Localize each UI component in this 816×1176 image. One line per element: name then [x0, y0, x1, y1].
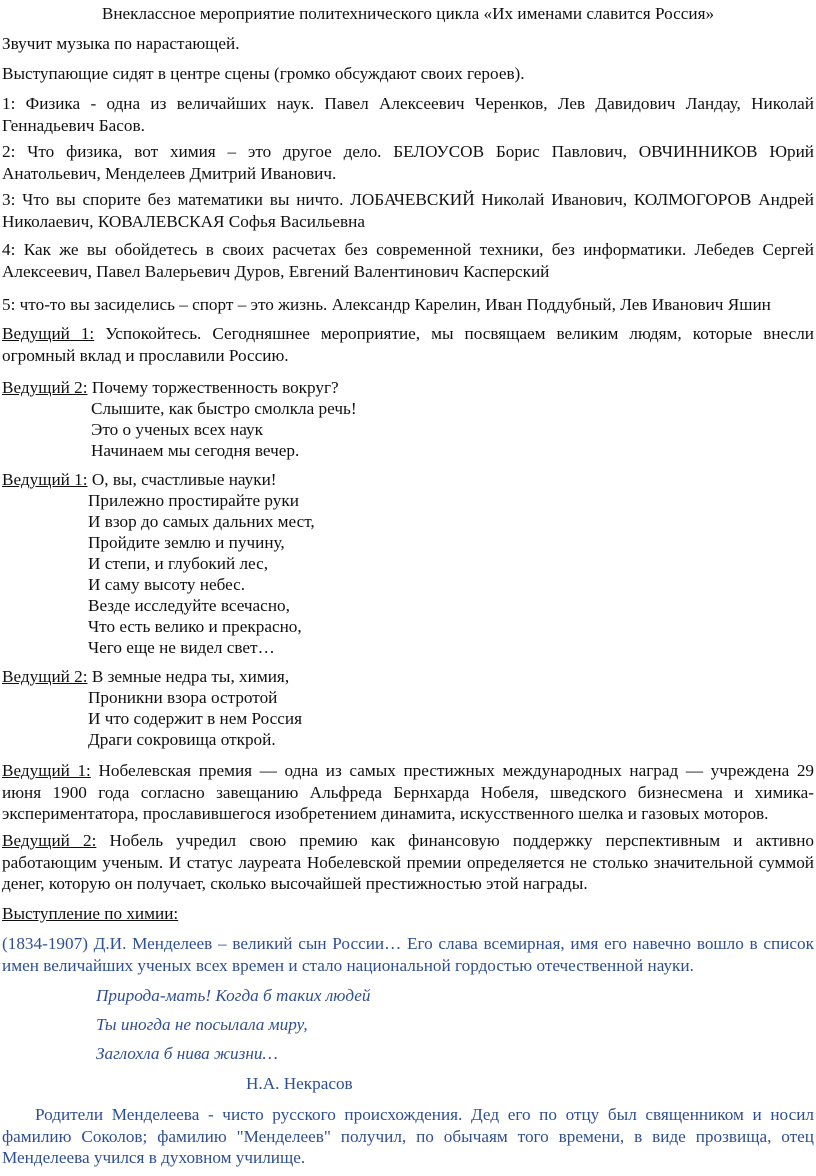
host2-label: Ведущий 2: [2, 378, 88, 397]
host1-label: Ведущий 1: [2, 761, 91, 780]
poem2-line: Чего еще не видел свет… [88, 638, 275, 657]
poem2-line: И степи, и глубокий лес, [88, 554, 269, 573]
quote-line: Заглохла б нива жизни… [96, 1044, 278, 1063]
nobel-text-1: Нобелевская премия — одна из самых престижных международных наград — учреждена 29 июня 1900 года согласно завещанию Альфреда Бернхарда Нобеля, шведского бизнесмена и химика-экспериментатора, прославившегося изобретением динамита, искусственного шелка и газовых моторов. [2, 761, 815, 823]
poem1-line: Почему торжественность вокруг? [91, 378, 339, 397]
host1-intro-text: Успокойтесь. Сегодняшнее мероприятие, мы посвящаем великим людям, которые внесли огромный вклад и прославили Россию. [2, 324, 814, 365]
host1-poem-block [2, 469, 277, 490]
poem1-line: Слышите, как быстро смолкла речь! [91, 399, 357, 418]
quote-line: Природа-мать! Когда б таких людей [96, 986, 371, 1005]
speaker-line-2: 2: Что физика, вот химия – это другое дело. БЕЛОУСОВ Борис Павлович, ОВЧИННИКОВ Юрий Анатольевич, Менделеев Дмитрий Иванович. [2, 142, 814, 183]
stage-direction-speakers: Выступающие сидят в центре сцены (громко обсуждают своих героев). [2, 64, 525, 83]
chemistry-heading: Выступление по химии: [2, 904, 179, 923]
nobel-text-2: Нобель учредил свою премию как финансовую поддержку перспективным и активно работающим ученым. И статус лауреата Нобелевской премии определяется не столько значительной суммой денег, которую он получает, сколько высочайшей престижностью этой награды. [2, 831, 814, 893]
poem2-line: И саму высоту небес. [88, 575, 246, 594]
quote-line: Ты иногда не посылала миру, [96, 1015, 308, 1034]
host2-label: Ведущий 2: [2, 667, 88, 686]
host1-intro-paragraph [2, 323, 814, 366]
speaker-line-4: 4: Как же вы обойдетесь в своих расчетах без современной техники, без информатики. Лебедев Сергей Алексеевич, Павел Валерьевич Дуров, Евгений Валентинович Касперский [2, 240, 814, 281]
poem3-line: В земные недра ты, химия, [91, 667, 290, 686]
poem1-line: Это о ученых всех наук [91, 420, 263, 439]
document-title: Внеклассное мероприятие политехнического цикла «Их именами славится Россия» [101, 4, 715, 23]
poem2-line: Пройдите землю и пучину, [88, 533, 285, 552]
speaker-line-5: 5: что-то вы засиделись – спорт – это жизнь. Александр Карелин, Иван Поддубный, Лев Иванович Яшин [2, 295, 771, 314]
stage-direction-music: Звучит музыка по нарастающей. [2, 34, 240, 53]
nobel-paragraph-2 [2, 830, 814, 895]
host2-chemistry-poem-block [2, 666, 289, 687]
poem3-line: Драги сокровища открой. [88, 730, 276, 749]
parents-paragraph: Родители Менделеева - чисто русского происхождения. Дед его по отцу был священником и носил фамилию Соколов; фамилию "Менделеев" получил, по обычаям того времени, в виде прозвища, отец Менделеева учился в духовном училище. [2, 1105, 814, 1167]
host1-label: Ведущий 1: [2, 324, 95, 343]
poem2-line: И взор до самых дальних мест, [88, 512, 315, 531]
poem1-line: Начинаем мы сегодня вечер. [91, 441, 300, 460]
poem2-line: Прилежно простирайте руки [88, 491, 299, 510]
poem3-line: Проникни взора остротой [88, 688, 278, 707]
poem2-line: Везде исследуйте всечасно, [88, 596, 290, 615]
poem3-line: И что содержит в нем Россия [88, 709, 303, 728]
speaker-line-3: 3: Что вы спорите без математики вы ничто. ЛОБАЧЕВСКИЙ Николай Иванович, КОЛМОГОРОВ Андрей Николаевич, КОВАЛЕВСКАЯ Софья Васильевна [2, 190, 814, 231]
poem2-line: О, вы, счастливые науки! [91, 470, 277, 489]
host1-label: Ведущий 1: [2, 470, 88, 489]
nobel-paragraph-1 [2, 760, 814, 825]
mendeleev-intro: (1834-1907) Д.И. Менделеев – великий сын России… Его слава всемирная, имя его навечно вошло в список имен величайших ученых всех времен и стало национальной гордостью отечественной науки. [2, 934, 814, 975]
poem2-line: Что есть велико и прекрасно, [88, 617, 302, 636]
host2-label: Ведущий 2: [2, 831, 97, 850]
host2-poem-block [2, 377, 339, 398]
speaker-line-1: 1: Физика - одна из величайших наук. Павел Алексеевич Черенков, Лев Давидович Ландау, Николай Геннадьевич Басов. [2, 94, 814, 135]
quote-author: Н.А. Некрасов [246, 1074, 353, 1093]
